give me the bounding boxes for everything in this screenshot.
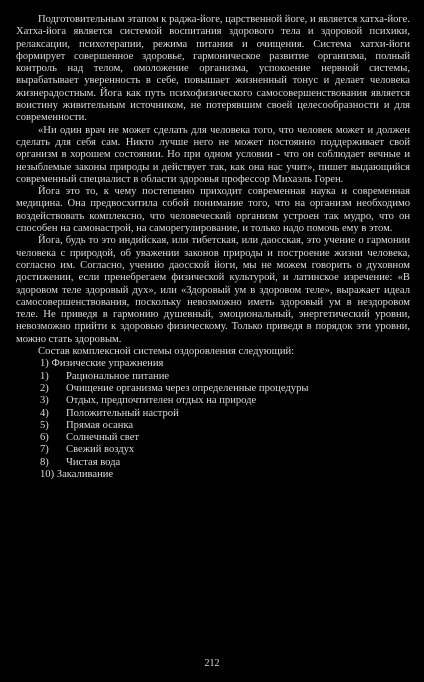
list-item-number: 1)	[40, 370, 49, 382]
list-item-number: 4)	[40, 407, 49, 419]
list-item	[40, 432, 410, 444]
list-item-number: 5)	[40, 419, 49, 431]
list-item	[40, 371, 410, 383]
list-item-number: 8)	[40, 456, 49, 468]
list-item	[40, 469, 410, 481]
list-item-text: Отдых, предпочтителен отдых на природе	[66, 395, 257, 407]
health-system-list	[16, 358, 410, 481]
list-item-number: 7)	[40, 444, 49, 456]
paragraph-hatha-yoga: Подготовительным этапом к раджа-йоге, царственной йоге, и является хатха-йоге. Хатха-йога является системой воспитания здорового тела и здоровой психики, релаксации, психотерапии, режима питания и очищения. Система хатхи-йоги формирует совершенное здоровье, гармоническое развитие организма, полный контроль над телом, омоложение организма, успокоение нервной системы, вырабатывает уверенность в себе, повышает жизненный тонус и делает человека жизнерадостным. Йога как путь психофизического самосовершенствования является воистину живительным источником, не потерявшим своей целесообразности и для современности.	[16, 14, 410, 124]
paragraph-modern-science: Йога это то, к чему постепенно приходит современная наука и современная медицина. Она предвосхитила собой понимание того, что на организм необходимо воздействовать комплексно, что человеческий организм устроен так мудро, что он способен на самонастрой, на саморегулирование, и только надо помочь ему в этом.	[16, 186, 410, 235]
paragraph-harmony: Йога, будь то это индийская, или тибетская, или даосская, это учение о гармонии человека с природой, об уважении законов природы и построение жизни человека, согласно им. Согласно, учению даосской йоги, мы не можем говорить о духовном достижении, если пренебрегаем физической культурой, и латинское изречение: «В здоровом теле здоровый дух», или «Здоровый ум в здоровом теле», выражает идеал самосовершенствования, поскольку невозможно иметь здоровый ум в нездоровом теле. Не приведя в гармонию душевный, эмоциональный, энергетический уровни, невозможно прийти к здоровью физическому. Только приведя в порядок эти уровни, можно стать здоровым.	[16, 235, 410, 345]
list-item-text: Свежий воздух	[66, 444, 135, 456]
paragraph-quote: «Ни один врач не может сделать для человека того, что человек может и должен сделать для себя сам. Никто лучше него не может постоянно поддерживает свой организм в хорошем состоянии. Но при одном условии - что он соблюдает вечные и незыблемые законы природы и действует так, как она нас учит», пишет выдающийся современный специалист в области здоровья профессор Михаэль Горен.	[16, 124, 410, 185]
list-item-text: Рациональное питание	[66, 370, 170, 382]
list-item	[40, 457, 410, 469]
list-item-intro: 1) Физические упражнения	[40, 358, 164, 370]
list-item-text: Положительный настрой	[66, 407, 179, 419]
list-item	[40, 444, 410, 456]
list-item-text: Прямая осанка	[66, 419, 134, 431]
list-item-number: 3)	[40, 395, 49, 407]
list-item	[40, 408, 410, 420]
page-number: 212	[204, 658, 220, 669]
list-item	[40, 383, 410, 395]
list-item-text: Солнечный свет	[66, 432, 140, 444]
list-item-text: Чистая вода	[66, 456, 121, 468]
paragraph-list-heading: Состав комплексной системы оздоровления следующий:	[38, 346, 295, 358]
list-item	[40, 420, 410, 432]
list-item	[40, 395, 410, 407]
list-item	[40, 358, 410, 370]
list-item-last: 10) Закаливание	[40, 468, 114, 480]
list-item-number: 2)	[40, 382, 49, 394]
list-item-number: 6)	[40, 432, 49, 444]
list-item-text: Очищение организма через определенные процедуры	[66, 382, 309, 394]
